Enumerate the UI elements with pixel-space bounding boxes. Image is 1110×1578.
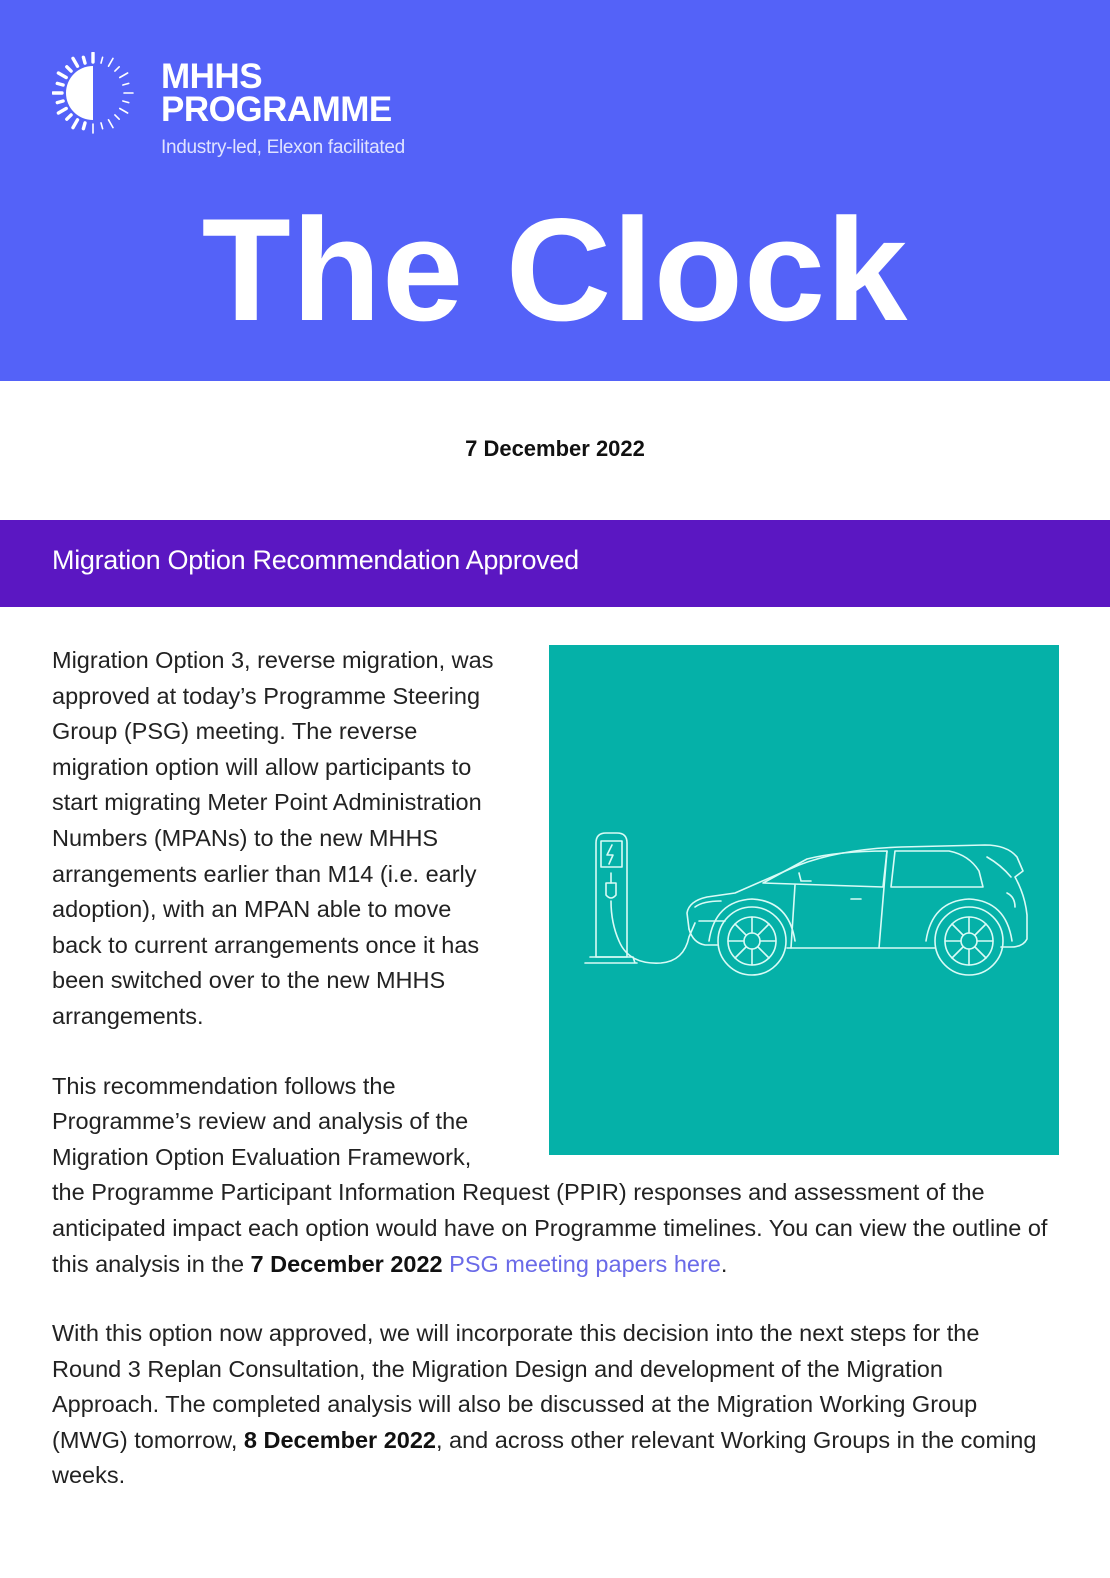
sun-half-icon [52,52,134,134]
electric-car-charging-icon [549,645,1059,1155]
newsletter-header [0,0,1110,381]
newsletter-title: The Clock [201,188,909,351]
article-body [52,643,1052,1528]
logo-tagline: Industry-led, Elexon facilitated [161,137,405,158]
paragraph-2-text: This recommendation follows the Programme’s review and analysis of the Migration Option Evaluation Framework, the Programme Participant Information Request (PPIR) responses and assessment of the anticipated impact each option would have on Programme timelines. You can view the outline of this analysis in the [52,1072,1048,1277]
article-paragraph-1: Migration Option 3, reverse migration, was approved at today’s Programme Steering Group (PSG) meeting. The reverse migration option will allow participants to start migrating Meter Point Administration Numbers (MPANs) to the new MHHS arrangements earlier than M14 (i.e. early adoption), with an MPAN able to move back to current arrangements once it has been switched over to the new MHHS arrangements. [52,647,494,1029]
programme-logo-text [161,57,392,129]
issue-date: 7 December 2022 [465,436,645,461]
section-header [0,520,1110,607]
mwg-date-bold: 8 December 2022 [243,1426,436,1453]
paragraph-3-text: With this option now approved, we will incorporate this decision into the next steps for the Round 3 Replan Consultation, the Migration Design and development of the Migration Approach. The completed analysis will also be discussed at the Migration Working Group (MWG) tomorrow, [52,1320,980,1453]
psg-meeting-papers-link[interactable]: PSG meeting papers here [449,1250,721,1277]
article-paragraph-3 [52,1316,1052,1494]
paragraph-3-end: , and across other relevant Working Groups in the coming weeks. [52,1426,1037,1489]
section-title: Migration Option Recommendation Approved [52,545,579,575]
meeting-date-bold: 7 December 2022 [250,1250,443,1277]
logo-line-2: PROGRAMME [161,90,392,129]
hero-image [549,645,1059,1155]
logo-line-1: MHHS [161,57,263,96]
paragraph-2-end: . [720,1250,728,1277]
